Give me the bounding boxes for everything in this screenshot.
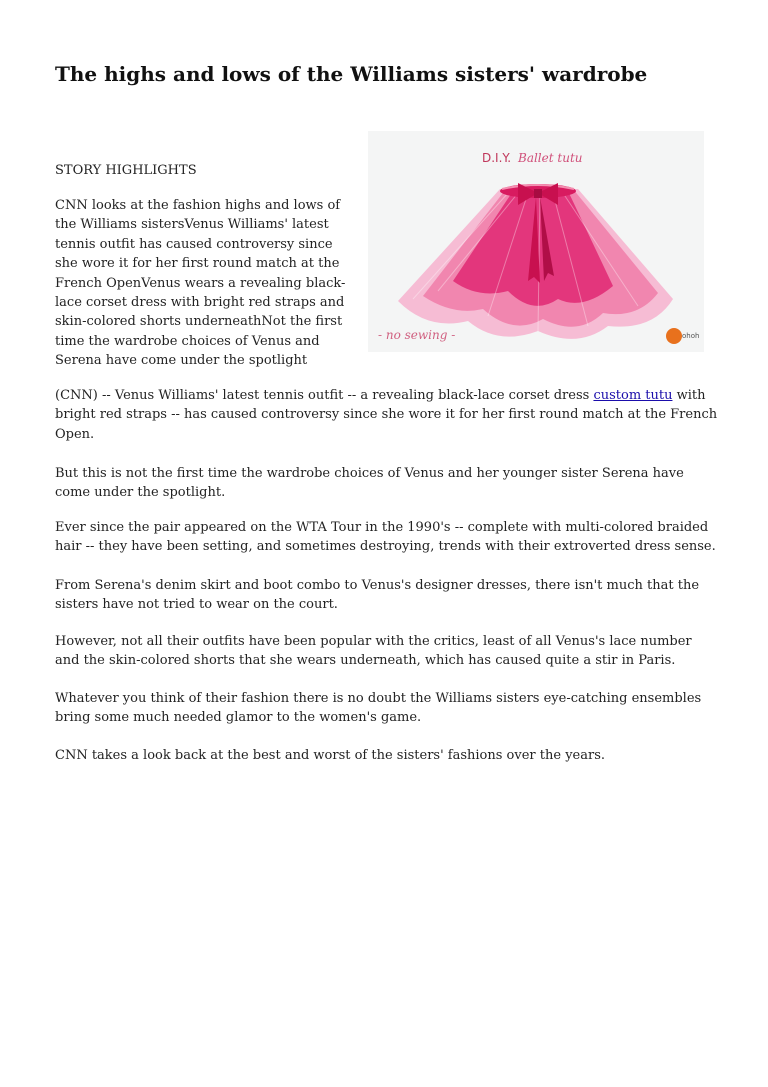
article-title: The highs and lows of the Williams sisters' wardrobe xyxy=(55,62,648,86)
custom-tutu-link[interactable]: custom tutu xyxy=(593,388,673,403)
image-caption: - no sewing - xyxy=(378,328,456,342)
diy-label: D.I.Y. xyxy=(482,151,512,165)
paragraph-1-start: (CNN) -- Venus Williams' latest tennis outfit -- a revealing black-lace corset dress xyxy=(55,388,594,403)
paragraph-4: From Serena's denim skirt and boot combo to Venus's designer dresses, there isn't much that the sisters have not tried to wear on the court. xyxy=(55,578,700,613)
logo-text: ohoh xyxy=(682,332,700,340)
paragraph-3: Ever since the pair appeared on the WTA Tour in the 1990's -- complete with multi-colored braided hair -- they have been setting, and sometimes destroying, trends with their extroverted dress sense. xyxy=(55,520,716,555)
paragraph-5: However, not all their outfits have been popular with the critics, least of all Venus's lace number and the skin-colored shorts that she wears underneath, which has caused quite a stir in Paris. xyxy=(55,634,692,669)
paragraph-7: CNN takes a look back at the best and worst of the sisters' fashions over the years. xyxy=(55,748,605,763)
story-highlights-label: STORY HIGHLIGHTS xyxy=(55,163,197,178)
bow-knot xyxy=(534,189,542,198)
story-highlights-text: CNN looks at the fashion highs and lows of the Williams sistersVenus Williams' latest tennis outfit has caused controversy since she wore it for her first round match at the French OpenVenus wears a revealing black-lace corset dress with bright red straps and skin-colored shorts underneathNot the first time the wardrobe choices of Venus and Serena have come under the spotlight xyxy=(55,198,346,369)
paragraph-1 xyxy=(55,386,720,444)
tutu-illustration xyxy=(368,131,704,352)
image-title: Ballet tutu xyxy=(518,151,583,165)
tutu-image xyxy=(368,131,704,352)
paragraph-6: Whatever you think of their fashion there is no doubt the Williams sisters eye-catching ensembles bring some much needed glamor to the women's game. xyxy=(55,691,702,726)
paragraph-2: But this is not the first time the wardrobe choices of Venus and her younger sister Serena have come under the spotlight. xyxy=(55,466,684,501)
logo-icon xyxy=(666,328,682,344)
paragraph-1-end: with bright red straps -- has caused controversy since she wore it for her first round match at the French Open. xyxy=(55,388,718,442)
